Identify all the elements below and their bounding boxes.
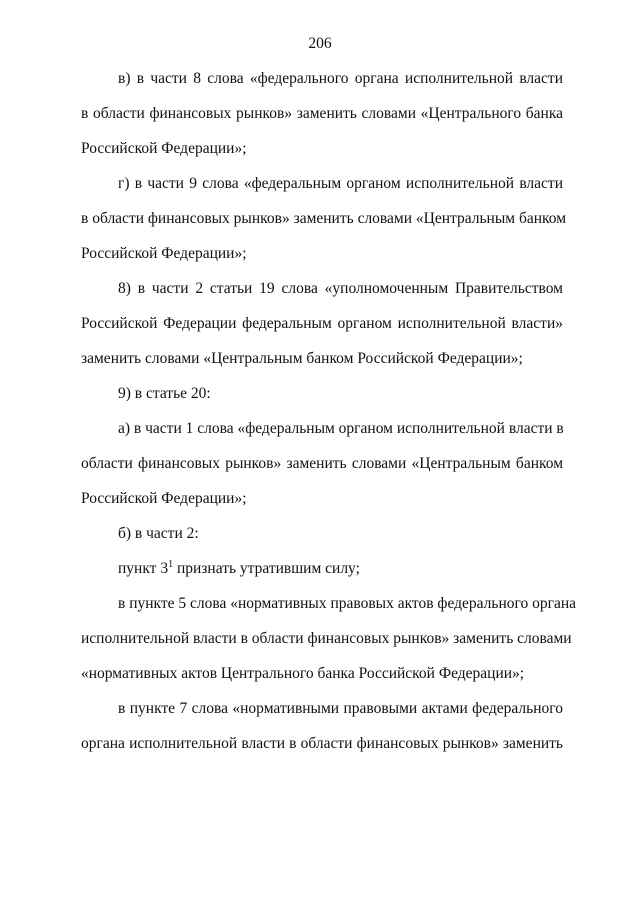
text-line-9: заменить словами «Центральным банком Российской Федерации»; — [81, 350, 523, 367]
text-line-5: в области финансовых рынков» заменить словами «Центральным банком — [81, 210, 567, 227]
page-number: 206 — [308, 35, 332, 52]
text-line-20: органа исполнительной власти в области финансовых рынков» заменить — [81, 735, 563, 752]
text-line-16: в пункте 5 слова «нормативных правовых актов федерального органа — [118, 595, 577, 612]
text-line-15 — [118, 559, 563, 579]
text-line-3: Российской Федерации»; — [81, 140, 247, 157]
text-line-4: г) в части 9 слова «федеральным органом исполнительной власти — [118, 175, 563, 192]
text-line-17: исполнительной власти в области финансовых рынков» заменить словами — [81, 630, 572, 647]
text-line-13: Российской Федерации»; — [81, 490, 247, 507]
text-line-15-end: признать утратившим силу; — [173, 560, 360, 577]
text-line-10: 9) в статье 20: — [118, 385, 211, 402]
text-line-12: области финансовых рынков» заменить словами «Центральным банком — [81, 455, 563, 472]
text-line-8: Российской Федерации федеральным органом исполнительной власти» — [81, 315, 563, 332]
text-line-14: б) в части 2: — [118, 525, 199, 542]
text-line-19: в пункте 7 слова «нормативными правовыми актами федерального — [118, 700, 563, 717]
text-line-6: Российской Федерации»; — [81, 245, 247, 262]
text-line-1: в) в части 8 слова «федерального органа исполнительной власти — [118, 70, 563, 87]
text-line-2: в области финансовых рынков» заменить словами «Центрального банка — [81, 105, 563, 122]
text-line-11: а) в части 1 слова «федеральным органом исполнительной власти в — [118, 420, 564, 437]
text-line-18: «нормативных актов Центрального банка Российской Федерации»; — [81, 665, 525, 682]
text-line-7: 8) в части 2 статьи 19 слова «уполномоченным Правительством — [118, 280, 563, 297]
superscript-mark: 1 — [168, 558, 174, 570]
text-line-15-start: пункт 3 — [118, 560, 169, 577]
